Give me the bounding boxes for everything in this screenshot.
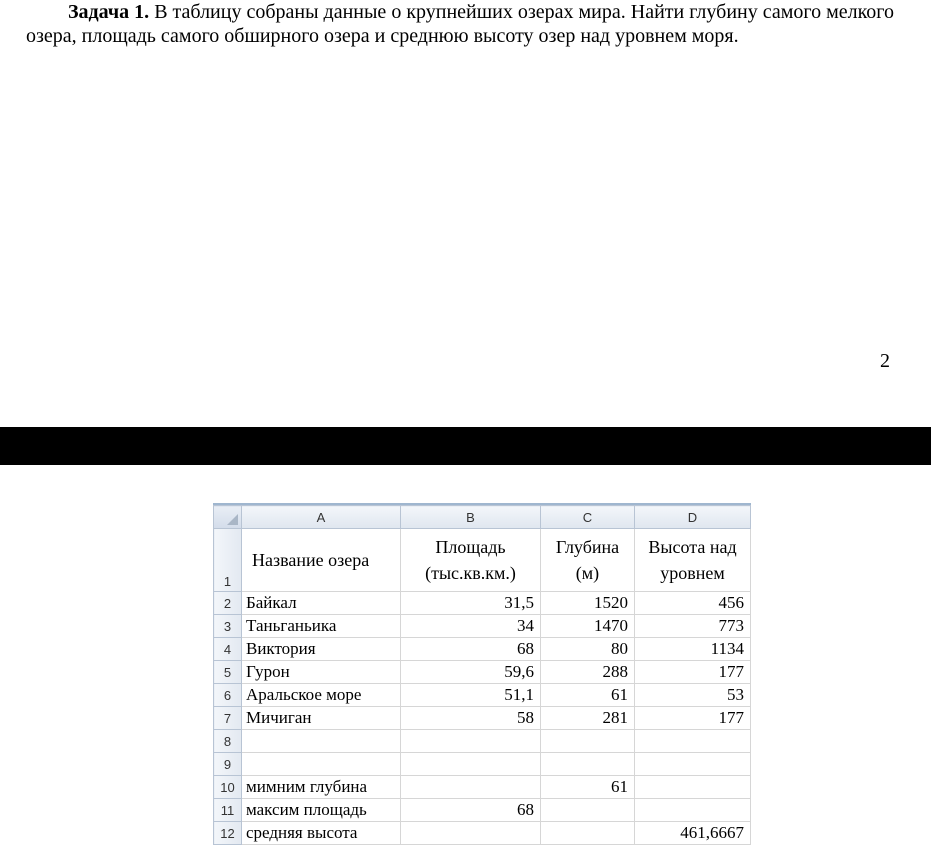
cell-area[interactable] <box>401 753 541 776</box>
cell-name[interactable]: Байкал <box>242 592 401 615</box>
cell-altitude[interactable] <box>635 799 751 822</box>
column-header-d[interactable]: D <box>635 506 751 529</box>
column-header-b[interactable]: B <box>401 506 541 529</box>
table-row <box>214 592 751 615</box>
task-text <box>26 0 894 48</box>
cell-area[interactable]: 58 <box>401 707 541 730</box>
cell-name[interactable]: мимним глубина <box>242 776 401 799</box>
cell-depth[interactable] <box>541 753 635 776</box>
row-header[interactable]: 9 <box>214 753 242 776</box>
cell-area[interactable]: 68 <box>401 638 541 661</box>
row-header[interactable]: 5 <box>214 661 242 684</box>
select-all-triangle-icon <box>227 514 238 525</box>
cell-area[interactable] <box>401 822 541 845</box>
task-body: В таблицу собраны данные о крупнейших озерах мира. Найти глубину самого мелкого озера, площадь самого обширного озера и среднюю высоту озер над уровнем моря. <box>26 1 895 47</box>
table-row <box>214 684 751 707</box>
cell-name[interactable]: Мичиган <box>242 707 401 730</box>
column-header-c[interactable]: C <box>541 506 635 529</box>
table-row <box>214 776 751 799</box>
cell-header-altitude[interactable]: Высота над уровнем <box>635 529 751 592</box>
row-header[interactable]: 12 <box>214 822 242 845</box>
cell-name[interactable]: максим площадь <box>242 799 401 822</box>
cell-depth[interactable]: 61 <box>541 684 635 707</box>
black-band <box>0 427 931 465</box>
cell-area[interactable] <box>401 776 541 799</box>
cell-altitude[interactable]: 53 <box>635 684 751 707</box>
cell-altitude[interactable]: 177 <box>635 661 751 684</box>
data-rows <box>214 592 751 845</box>
table-row <box>214 799 751 822</box>
table-row <box>214 529 751 592</box>
cell-area[interactable]: 31,5 <box>401 592 541 615</box>
row-header[interactable]: 10 <box>214 776 242 799</box>
cell-depth[interactable] <box>541 822 635 845</box>
cell-depth[interactable] <box>541 799 635 822</box>
page-number: 2 <box>880 350 890 372</box>
cell-depth[interactable]: 1520 <box>541 592 635 615</box>
spreadsheet-grid <box>213 505 751 845</box>
table-row <box>214 753 751 776</box>
row-header[interactable]: 7 <box>214 707 242 730</box>
row-header[interactable]: 4 <box>214 638 242 661</box>
cell-altitude[interactable]: 1134 <box>635 638 751 661</box>
cell-depth[interactable] <box>541 730 635 753</box>
column-header-a[interactable]: A <box>242 506 401 529</box>
cell-name[interactable]: Таньганьика <box>242 615 401 638</box>
cell-altitude[interactable] <box>635 753 751 776</box>
table-row <box>214 822 751 845</box>
cell-altitude[interactable]: 461,6667 <box>635 822 751 845</box>
spreadsheet <box>213 503 751 845</box>
cell-altitude[interactable]: 456 <box>635 592 751 615</box>
row-header[interactable]: 6 <box>214 684 242 707</box>
select-all-corner[interactable] <box>214 506 242 529</box>
cell-name[interactable] <box>242 753 401 776</box>
column-header-row <box>214 506 751 529</box>
cell-depth[interactable]: 288 <box>541 661 635 684</box>
table-row <box>214 661 751 684</box>
cell-header-name[interactable]: Название озера <box>242 529 401 592</box>
task-label: Задача 1. <box>68 1 150 23</box>
cell-area[interactable]: 51,1 <box>401 684 541 707</box>
cell-area[interactable]: 68 <box>401 799 541 822</box>
cell-altitude[interactable] <box>635 776 751 799</box>
cell-name[interactable]: Виктория <box>242 638 401 661</box>
table-row <box>214 638 751 661</box>
row-header[interactable]: 1 <box>214 529 242 592</box>
cell-depth[interactable]: 80 <box>541 638 635 661</box>
cell-depth[interactable]: 1470 <box>541 615 635 638</box>
table-row <box>214 707 751 730</box>
cell-altitude[interactable]: 177 <box>635 707 751 730</box>
cell-header-area[interactable]: Площадь (тыс.кв.км.) <box>401 529 541 592</box>
row-header[interactable]: 3 <box>214 615 242 638</box>
cell-altitude[interactable]: 773 <box>635 615 751 638</box>
table-row <box>214 730 751 753</box>
cell-depth[interactable]: 61 <box>541 776 635 799</box>
cell-altitude[interactable] <box>635 730 751 753</box>
cell-name[interactable]: средняя высота <box>242 822 401 845</box>
cell-name[interactable]: Гурон <box>242 661 401 684</box>
cell-name[interactable]: Аральское море <box>242 684 401 707</box>
cell-area[interactable]: 59,6 <box>401 661 541 684</box>
row-header[interactable]: 2 <box>214 592 242 615</box>
row-header[interactable]: 8 <box>214 730 242 753</box>
cell-name[interactable] <box>242 730 401 753</box>
table-row <box>214 615 751 638</box>
cell-depth[interactable]: 281 <box>541 707 635 730</box>
cell-area[interactable] <box>401 730 541 753</box>
row-header[interactable]: 11 <box>214 799 242 822</box>
cell-area[interactable]: 34 <box>401 615 541 638</box>
cell-header-depth[interactable]: Глубина (м) <box>541 529 635 592</box>
